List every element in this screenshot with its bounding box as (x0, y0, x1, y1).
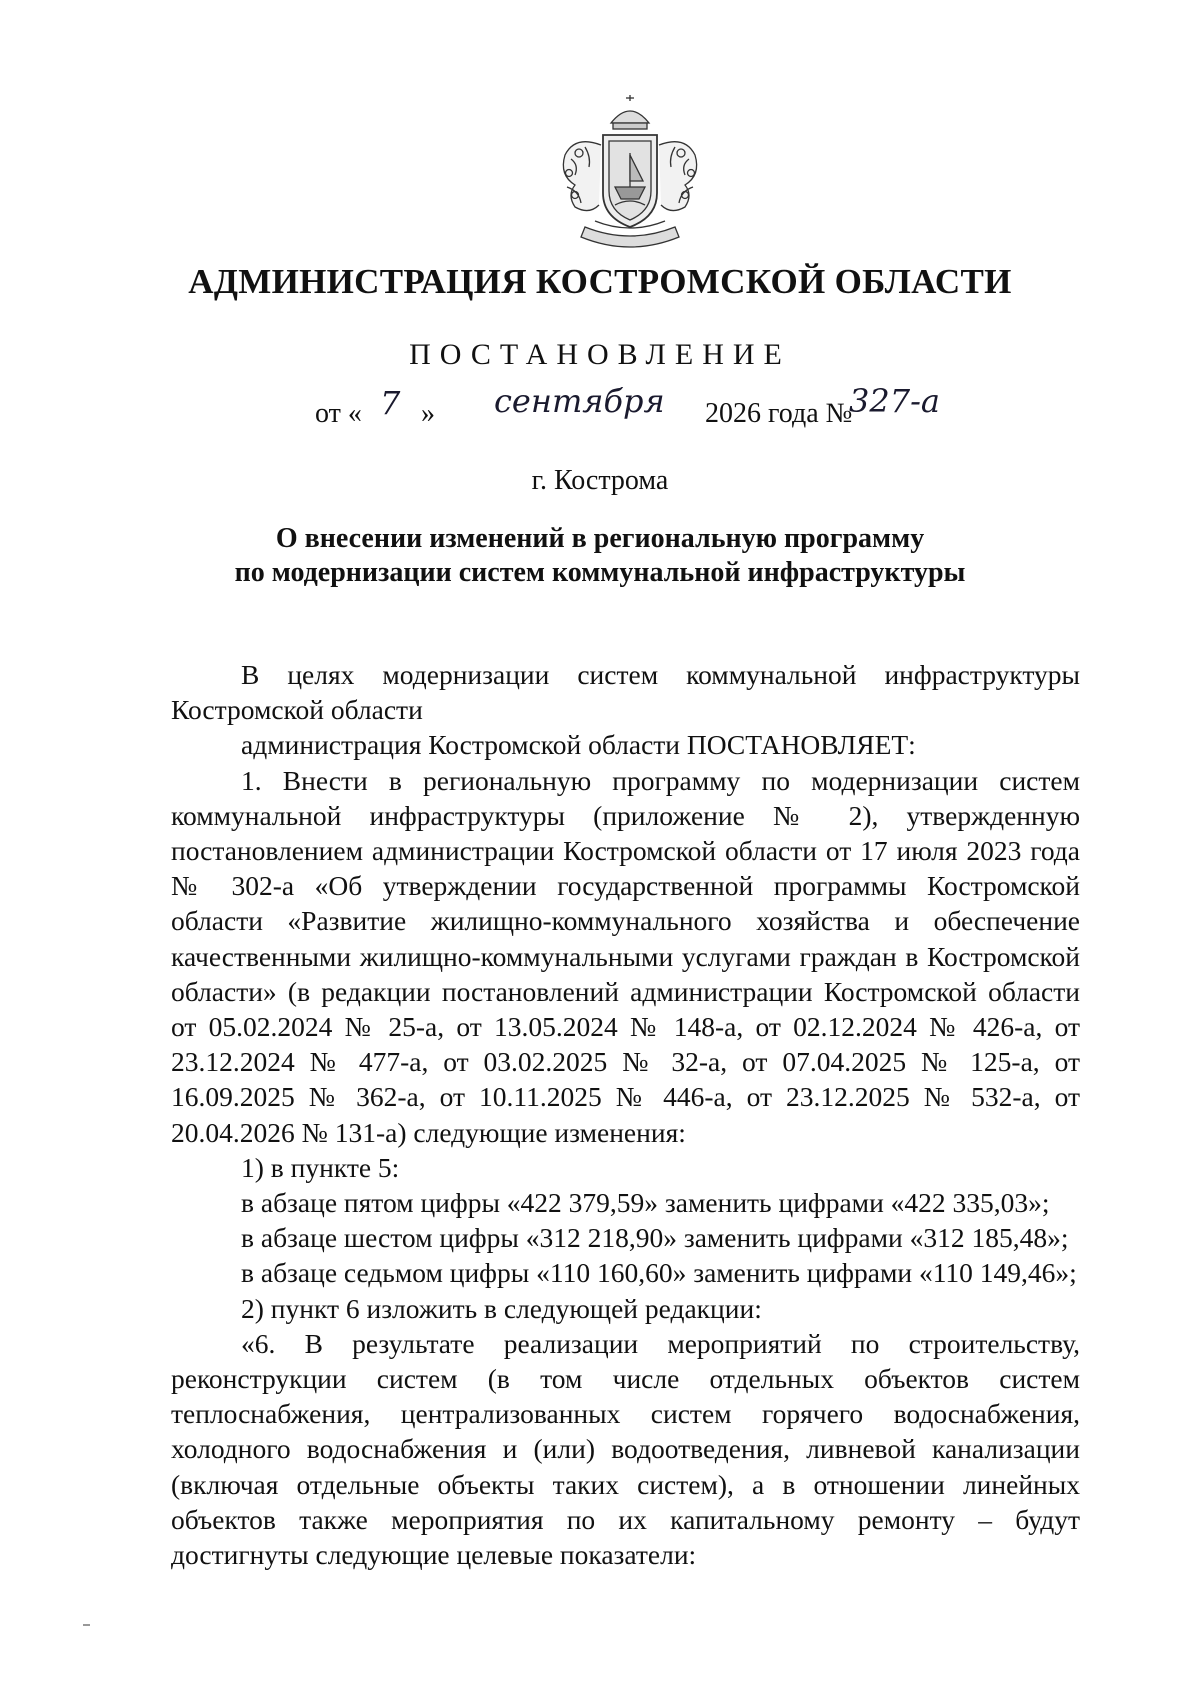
handwritten-number: 327-а (849, 382, 940, 420)
paragraph-item-1: 1. Внести в региональную программу по модернизации систем коммунальной инфраструктуры (приложение № 2), утвержденную постановлением администрации Костромской области от 17 июля 2023 года № 302-а «Об утверждении государственной программы Костромской области «Развитие жилищно-коммунального хозяйства и обеспечение качественными жилищно-коммунальными услугами граждан в Костромской области» (в редакции постановлений администрации Костромской области от 05.02.2024 № 25-а, от 13.05.2024 № 148-а, от 02.12.2024 № 426-а, от 23.12.2024 № 477-а, от 03.02.2025 № 32-а, от 07.04.2025 № 125-а, от 16.09.2025 № 362-а, от 10.11.2025 № 446-а, от 23.12.2025 № 532-а, от 20.04.2026 № 131-а) следующие изменения: (171, 764, 1080, 1148)
document-body (171, 657, 1080, 1572)
subject-line-1: О внесении изменений в региональную программу (275, 523, 925, 554)
date-close-quote: » (421, 398, 435, 429)
document-subject (0, 522, 1200, 590)
scan-speck (83, 1624, 90, 1626)
paragraph-point-6: «6. В результате реализации мероприятий по строительству, реконструкции систем (в том числе отдельных объектов систем теплоснабжения, централизованных систем горячего водоснабжения, холодного водоснабжения и (или) водоотведения, ливневой канализации (включая отдельные объекты таких систем), а в отношении линейных объектов также мероприятия по их капитальному ремонту – будут достигнуты следующие целевые показатели: (171, 1327, 1080, 1571)
date-prefix: от « (315, 398, 362, 429)
document-type: ПОСТАНОВЛЕНИЕ (409, 338, 791, 371)
city-line: г. Кострома (531, 465, 669, 496)
paragraph-resolves: администрация Костромской области ПОСТАНОВЛЯЕТ: (241, 729, 916, 761)
subject-line-2: по модернизации систем коммунальной инфраструктуры (234, 557, 966, 588)
paragraph-abzac-6: в абзаце шестом цифры «312 218,90» заменить цифрами «312 185,48»; (241, 1222, 1069, 1254)
handwritten-day: 7 (380, 384, 401, 422)
paragraph-abzac-7: в абзаце седьмом цифры «110 160,60» заменить цифрами «110 149,46»; (241, 1257, 1077, 1289)
handwritten-month: сентября (494, 382, 665, 420)
date-year-label: 2026 года № (705, 398, 853, 429)
organization-title: АДМИНИСТРАЦИЯ КОСТРОМСКОЙ ОБЛАСТИ (188, 262, 1012, 301)
paragraph-subitem-1: 1) в пункте 5: (241, 1151, 400, 1183)
paragraph-subitem-2: 2) пункт 6 изложить в следующей редакции: (241, 1292, 762, 1324)
paragraph-abzac-5: в абзаце пятом цифры «422 379,59» заменить цифрами «422 335,03»; (241, 1187, 1050, 1219)
paragraph-preamble: В целях модернизации систем коммунальной инфраструктуры Костромской области (171, 659, 1080, 726)
coat-of-arms-icon (545, 95, 715, 257)
